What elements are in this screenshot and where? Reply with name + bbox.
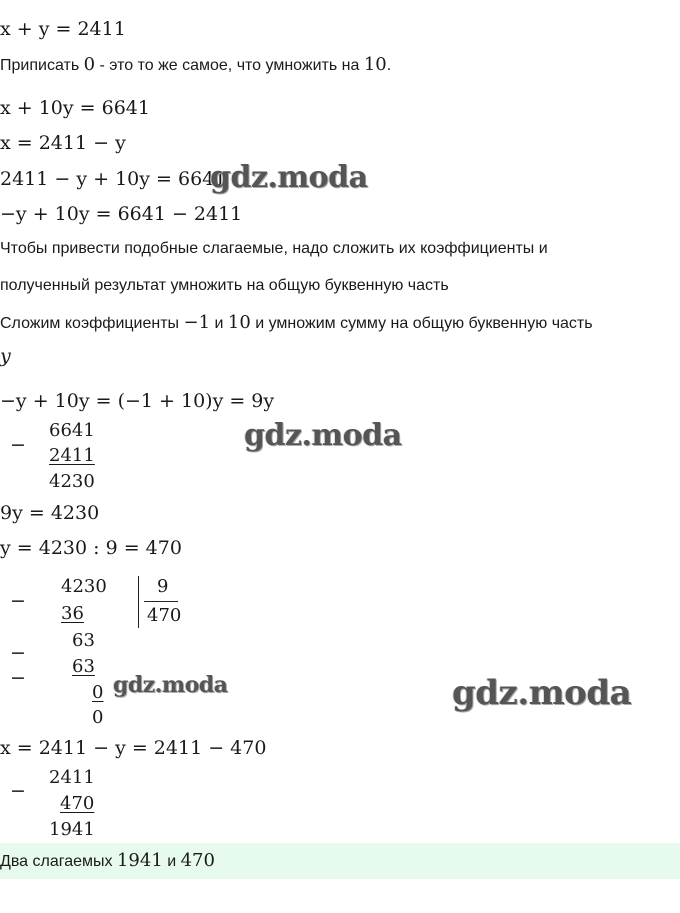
answer-value-a: 1941 <box>116 850 163 871</box>
answer-text <box>0 850 215 871</box>
div-remainder-1: 63 <box>72 630 95 651</box>
note-mid: - это то же самое, что умножить на <box>95 57 364 74</box>
watermark-4: gdz.moda <box>452 673 632 713</box>
div-subtract-2: 63 <box>72 656 95 677</box>
div-quotient: 470 <box>147 605 182 626</box>
watermark-2: gdz.moda <box>244 418 402 453</box>
note-end: . <box>386 57 392 74</box>
div-minus-sign-2: − <box>10 642 26 664</box>
equation-rearranged: −y + 10y = 6641 − 2411 <box>0 203 243 225</box>
step-description <box>0 312 593 333</box>
equation-combined: −y + 10y = (−1 + 10)y = 9y <box>0 390 275 412</box>
div-vertical-bar <box>138 576 139 628</box>
step-end: и умножим сумму на общую буквенную часть <box>250 315 593 332</box>
answer-value-b: 470 <box>180 850 215 871</box>
rule-line-1: Чтобы привести подобные слагаемые, надо сложить их коэффициенты и <box>0 240 548 257</box>
note-append-zero <box>0 54 391 75</box>
answer-mid: и <box>162 853 181 870</box>
answer-prefix: Два слагаемых <box>0 853 117 870</box>
step-variable: y <box>0 345 11 367</box>
sub2-minuend: 2411 <box>49 767 95 788</box>
sub2-result: 1941 <box>49 819 95 840</box>
watermark-3: gdz.moda <box>113 672 228 698</box>
equation-sum: x + y = 2411 <box>0 18 126 40</box>
rule-line-2: полученный результат умножить на общую буквенную часть <box>0 277 449 294</box>
sub1-result: 4230 <box>49 471 95 492</box>
note-ten: 10 <box>363 54 387 75</box>
div-remainder-final: 0 <box>92 707 104 728</box>
div-subtract-1: 36 <box>61 603 84 624</box>
step-coef-a: −1 <box>183 312 211 333</box>
equation-x-expressed: x = 2411 − y <box>0 132 126 154</box>
sub1-minus-sign: − <box>10 434 26 456</box>
div-minus-sign-1: − <box>10 590 26 612</box>
step-coef-b: 10 <box>227 312 251 333</box>
div-divisor: 9 <box>157 576 169 597</box>
equation-y-value: y = 4230 : 9 = 470 <box>0 537 182 559</box>
div-dividend: 4230 <box>61 576 107 597</box>
answer-block <box>0 843 680 879</box>
sub1-subtrahend: 2411 <box>49 445 95 466</box>
watermark-1: gdz.moda <box>210 160 368 195</box>
equation-second: x + 10y = 6641 <box>0 97 150 119</box>
note-prefix: Приписать <box>0 57 84 74</box>
equation-substituted: 2411 − y + 10y = 6641 <box>0 168 227 190</box>
div-subtract-3: 0 <box>92 682 104 703</box>
step-prefix: Сложим коэффициенты <box>0 315 184 332</box>
sub2-minus-sign: − <box>10 780 26 802</box>
div-minus-sign-3: − <box>10 667 26 689</box>
equation-x-value: x = 2411 − y = 2411 − 470 <box>0 737 267 759</box>
note-zero: 0 <box>83 54 96 75</box>
step-mid: и <box>210 315 228 332</box>
sub2-subtrahend: 470 <box>60 793 95 814</box>
equation-9y: 9y = 4230 <box>0 502 100 524</box>
div-horizontal-bar <box>144 601 178 602</box>
sub1-minuend: 6641 <box>49 420 95 441</box>
